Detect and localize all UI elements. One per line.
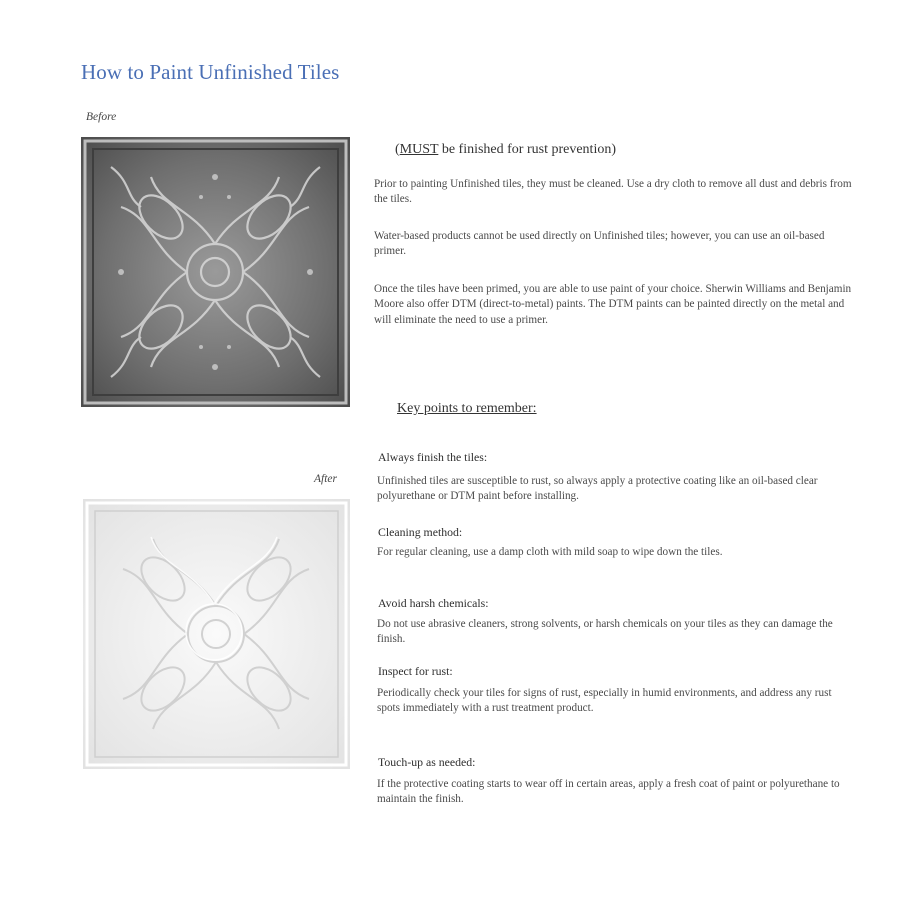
must-heading (395, 142, 616, 158)
must-emphasis: MUST (399, 142, 439, 157)
must-open-paren: ( (395, 142, 400, 157)
key-points-heading: Key points to remember: (397, 401, 537, 416)
key-point-body: Do not use abrasive cleaners, strong solvents, or harsh chemicals on your tiles as they can damage the finish. (377, 618, 833, 646)
key-point-title: Touch-up as needed: (378, 755, 476, 769)
paragraph: Water-based products cannot be used directly on Unfinished tiles; however, you can use an oil-based primer. (374, 230, 825, 258)
key-point-body: If the protective coating starts to wear off in certain areas, apply a fresh coat of paint or polyurethane to maintain the finish. (377, 778, 840, 806)
key-point-body: Unfinished tiles are susceptible to rust, so always apply a protective coating like an oil-based clear polyurethane or DTM paint before installing. (377, 475, 818, 503)
key-point-title: Cleaning method: (378, 525, 463, 539)
paragraph: Once the tiles have been primed, you are able to use paint of your choice. Sherwin Williams and Benjamin Moore also offer DTM (direct-to-metal) paints. The DTM paints can be painted directly on the metal and will eliminate the need to use a primer. (374, 283, 852, 326)
paragraph: Prior to painting Unfinished tiles, they must be cleaned. Use a dry cloth to remove all dust and debris from the tiles. (374, 178, 852, 206)
key-point-title: Avoid harsh chemicals: (378, 596, 489, 610)
key-point-title: Inspect for rust: (378, 664, 453, 678)
before-tile-image (81, 137, 350, 407)
key-point-title: Always finish the tiles: (378, 450, 488, 464)
key-point-body: Periodically check your tiles for signs of rust, especially in humid environments, and address any rust spots immediately with a rust treatment product. (377, 687, 832, 715)
page-title: How to Paint Unfinished Tiles (81, 60, 340, 84)
after-caption: After (314, 473, 337, 485)
key-point-body: For regular cleaning, use a damp cloth with mild soap to wipe down the tiles. (377, 546, 723, 558)
after-tile-image (83, 499, 350, 769)
before-caption: Before (86, 111, 117, 123)
must-heading-rest: be finished for rust prevention) (438, 142, 617, 157)
